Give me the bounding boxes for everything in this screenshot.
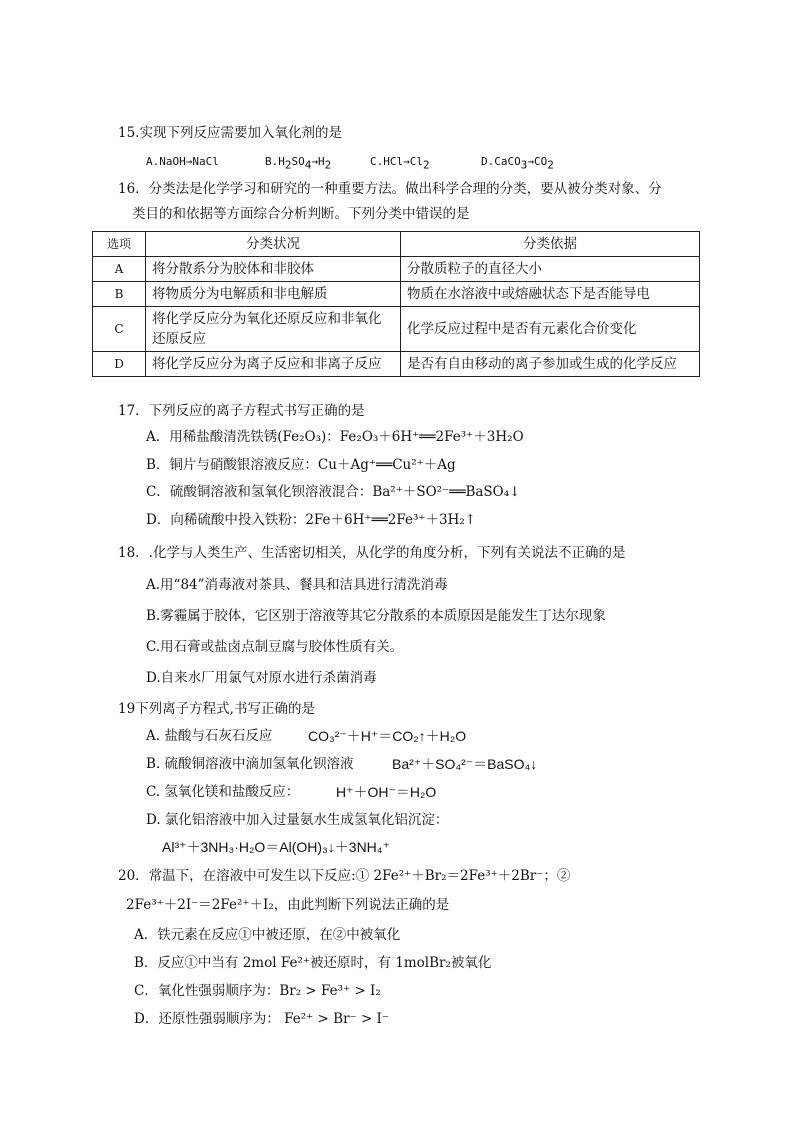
classification-table bbox=[92, 231, 700, 377]
row-label: B bbox=[93, 282, 146, 307]
header-classification: 分类状况 bbox=[146, 232, 401, 257]
table-row bbox=[93, 307, 700, 352]
row-basis: 物质在水溶液中或熔融状态下是否能导电 bbox=[401, 282, 700, 307]
q19-option-d-equation: Al³⁺＋3NH₃·H₂O＝Al(OH)₃↓＋3NH₄⁺ bbox=[162, 839, 390, 855]
row-label: C bbox=[93, 307, 146, 352]
table-row bbox=[93, 352, 700, 377]
q20-option-c: C．氧化性强弱顺序为：Br₂ > Fe³⁺ > I₂ bbox=[134, 983, 381, 999]
row-basis: 是否有自由移动的离子参加或生成的化学反应 bbox=[401, 352, 700, 377]
table-row bbox=[93, 257, 700, 282]
row-classification: 将化学反应分为离子反应和非离子反应 bbox=[146, 352, 401, 377]
q19-option-c-equation: H⁺＋OH⁻＝H₂O bbox=[336, 784, 437, 800]
q17-option-d: D．向稀硫酸中投入铁粉：2Fe＋6H⁺══2Fe³⁺＋3H₂↑ bbox=[146, 512, 477, 528]
q19-stem: 19下列离子方程式,书写正确的是 bbox=[118, 701, 315, 717]
header-option: 选项 bbox=[93, 232, 146, 257]
row-basis: 化学反应过程中是否有元素化合价变化 bbox=[401, 307, 700, 352]
q18-option-c: C.用石膏或盐卤点制豆腐与胶体性质有关。 bbox=[146, 639, 404, 655]
q18-option-b: B.雾霾属于胶体，它区别于溶液等其它分散系的本质原因是能发生丁达尔现象 bbox=[146, 608, 606, 624]
q20-stem-line1: 20．常温下，在溶液中可发生以下反应:① 2Fe²⁺＋Br₂＝2Fe³⁺＋2Br⁻；② bbox=[118, 868, 571, 884]
table-row bbox=[93, 282, 700, 307]
q20-stem-line2: 2Fe³⁺＋2I⁻＝2Fe²⁺＋I₂，由此判断下列说法正确的是 bbox=[126, 897, 450, 913]
q20-option-d: D．还原性强弱顺序为： Fe²⁺ > Br⁻ > I⁻ bbox=[134, 1011, 390, 1027]
q17-stem: 17．下列反应的离子方程式书写正确的是 bbox=[118, 403, 365, 419]
q17-option-b: B．铜片与硝酸银溶液反应：Cu＋Ag⁺══Cu²⁺＋Ag bbox=[146, 457, 456, 473]
row-label: A bbox=[93, 257, 146, 282]
q19-option-b: B. 硫酸铜溶液中滴加氢氧化钡溶液 bbox=[146, 756, 354, 772]
table-header-row bbox=[93, 232, 700, 257]
q19-option-b-equation: Ba²⁺＋SO₄²⁻＝BaSO₄↓ bbox=[392, 756, 538, 772]
header-basis: 分类依据 bbox=[401, 232, 700, 257]
q19-option-c: C. 氢氧化镁和盐酸反应： bbox=[146, 784, 300, 800]
q15-option-b: $B.H_2SO_4\to H_2$ bbox=[265, 155, 332, 172]
row-classification: 将化学反应分为氧化还原反应和非氧化还原反应 bbox=[146, 307, 401, 352]
q15-option-c: $C.HCl\to Cl_2$ bbox=[370, 155, 430, 172]
q19-option-d: D. 氯化铝溶液中加入过量氨水生成氢氧化铝沉淀： bbox=[146, 812, 449, 828]
q16-stem-line1: 16．分类法是化学学习和研究的一种重要方法。做出科学合理的分类，要从被分类对象、分 bbox=[118, 181, 662, 197]
row-basis: 分散质粒子的直径大小 bbox=[401, 257, 700, 282]
q17-option-c: C．硫酸铜溶液和氢氧化钡溶液混合：Ba²⁺＋SO²⁻══BaSO₄↓ bbox=[146, 484, 521, 500]
q18-stem: 18．.化学与人类生产、生活密切相关，从化学的角度分析，下列有关说法不正确的是 bbox=[118, 545, 626, 561]
row-label: D bbox=[93, 352, 146, 377]
q20-option-a: A．铁元素在反应①中被还原，在②中被氧化 bbox=[134, 927, 401, 943]
row-classification: 将分散系分为胶体和非胶体 bbox=[146, 257, 401, 282]
q15-option-a: A.NaOH→NaCl bbox=[146, 155, 219, 168]
q17-option-a: A．用稀盐酸清洗铁锈(Fe₂O₃)：Fe₂O₃＋6H⁺══2Fe³⁺＋3H₂O bbox=[146, 429, 524, 445]
q15-stem: 15.实现下列反应需要加入氧化剂的是 bbox=[118, 125, 342, 141]
q16-stem-line2: 类目的和依据等方面综合分析判断。下列分类中错误的是 bbox=[132, 206, 470, 222]
q15-option-d: $D.CaCO_3\to CO_2$ bbox=[481, 155, 554, 172]
q19-option-a: A. 盐酸与石灰石反应 bbox=[146, 728, 273, 744]
q18-option-d: D.自来水厂用氯气对原水进行杀菌消毒 bbox=[146, 670, 377, 686]
q19-option-a-equation: CO₃²⁻＋H⁺＝CO₂↑＋H₂O bbox=[308, 728, 467, 744]
row-classification: 将物质分为电解质和非电解质 bbox=[146, 282, 401, 307]
q20-option-b: B．反应①中当有 2mol Fe²⁺被还原时，有 1molBr₂被氧化 bbox=[134, 955, 492, 971]
q18-option-a: A.用“84”消毒液对茶具、餐具和洁具进行清洗消毒 bbox=[146, 577, 448, 593]
